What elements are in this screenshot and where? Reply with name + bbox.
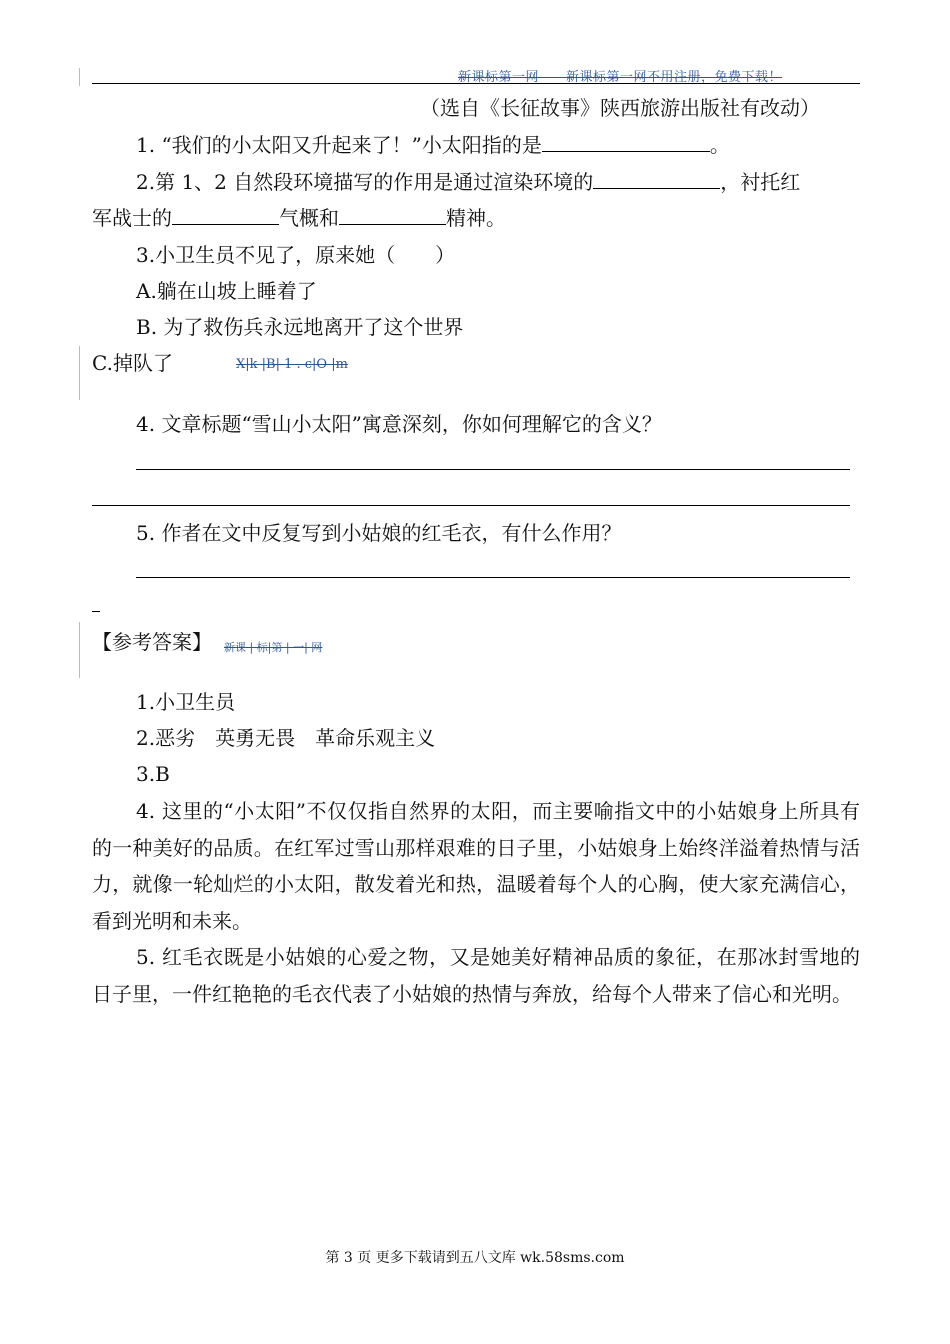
margin-mark	[79, 68, 80, 86]
question-2-text-end: ，衬托红	[720, 170, 801, 194]
question-4-stem: 4. 文章标题“雪山小太阳”寓意深刻，你如何理解它的含义？	[136, 412, 662, 436]
watermark-link[interactable]: X|k |B| 1 . c|O |m	[236, 357, 348, 372]
question-5-stem: 5. 作者在文中反复写到小姑娘的红毛衣，有什么作用？	[136, 521, 622, 545]
question-4-answer-line-2[interactable]	[92, 505, 850, 506]
answers-heading-link[interactable]: 新课 | 标|第 | 一| 网	[224, 641, 323, 654]
question-2-blank-3[interactable]	[339, 206, 446, 225]
question-1	[136, 127, 730, 163]
question-1-suffix: 。	[709, 133, 730, 157]
question-2-blank-2[interactable]	[172, 206, 279, 225]
answer-4: 4. 这里的“小太阳”不仅仅指自然界的太阳，而主要喻指文中的小姑娘身上所具有的一种美好的品质。在红军过雪山那样艰难的日子里，小姑娘身上始终洋溢着热情与活力，就像一轮灿烂的小太阳，散发着光和热，温暖着每个人的心胸，使大家充满信心，看到光明和未来。	[92, 799, 860, 933]
question-3-option-a[interactable]: A.躺在山坡上睡着了	[136, 279, 317, 303]
question-4-answer-line-1[interactable]	[136, 469, 850, 470]
question-2-text-2: 军战士的	[92, 206, 172, 230]
header-rule	[92, 83, 860, 84]
question-2-text-3: 气概和	[279, 206, 339, 230]
page-footer: 第 3 页 更多下载请到五八文库 wk.58sms.com	[325, 1250, 625, 1266]
answers-heading: 【参考答案】	[92, 630, 212, 654]
question-1-text: 1. “我们的小太阳又升起来了！”小太阳指的是	[136, 133, 542, 157]
question-2-text: 2.第 1、2 自然段环境描写的作用是通过渲染环境的	[136, 170, 594, 194]
question-2-line-1	[136, 164, 800, 200]
question-1-blank[interactable]	[542, 133, 710, 152]
question-2-blank-1[interactable]	[593, 170, 720, 189]
margin-mark	[79, 622, 80, 678]
question-2-text-4: 精神。	[446, 206, 506, 230]
margin-mark	[79, 346, 80, 400]
source-citation: （选自《长征故事》陕西旅游出版社有改动）	[420, 96, 820, 120]
answer-3: 3.B	[136, 762, 170, 786]
question-3-stem: 3.小卫生员不见了，原来她（ ）	[136, 243, 456, 267]
answer-5: 5. 红毛衣既是小姑娘的心爱之物，又是她美好精神品质的象征，在那冰封雪地的日子里，一件红艳艳的毛衣代表了小姑娘的热情与奔放，给每个人带来了信心和光明。	[92, 945, 860, 1006]
header-link[interactable]: 新课标第一网——新课标第一网不用注册，免费下载！	[458, 70, 783, 85]
question-3-option-b[interactable]: B. 为了救伤兵永远地离开了这个世界	[136, 315, 464, 339]
short-line-mark	[92, 611, 100, 612]
answer-2: 2.恶劣 英勇无畏 革命乐观主义	[136, 726, 436, 750]
question-5-answer-line[interactable]	[136, 577, 850, 578]
question-2-line-2	[92, 200, 506, 236]
answer-1: 1.小卫生员	[136, 690, 236, 714]
question-3-option-c[interactable]: C.掉队了	[92, 351, 173, 375]
